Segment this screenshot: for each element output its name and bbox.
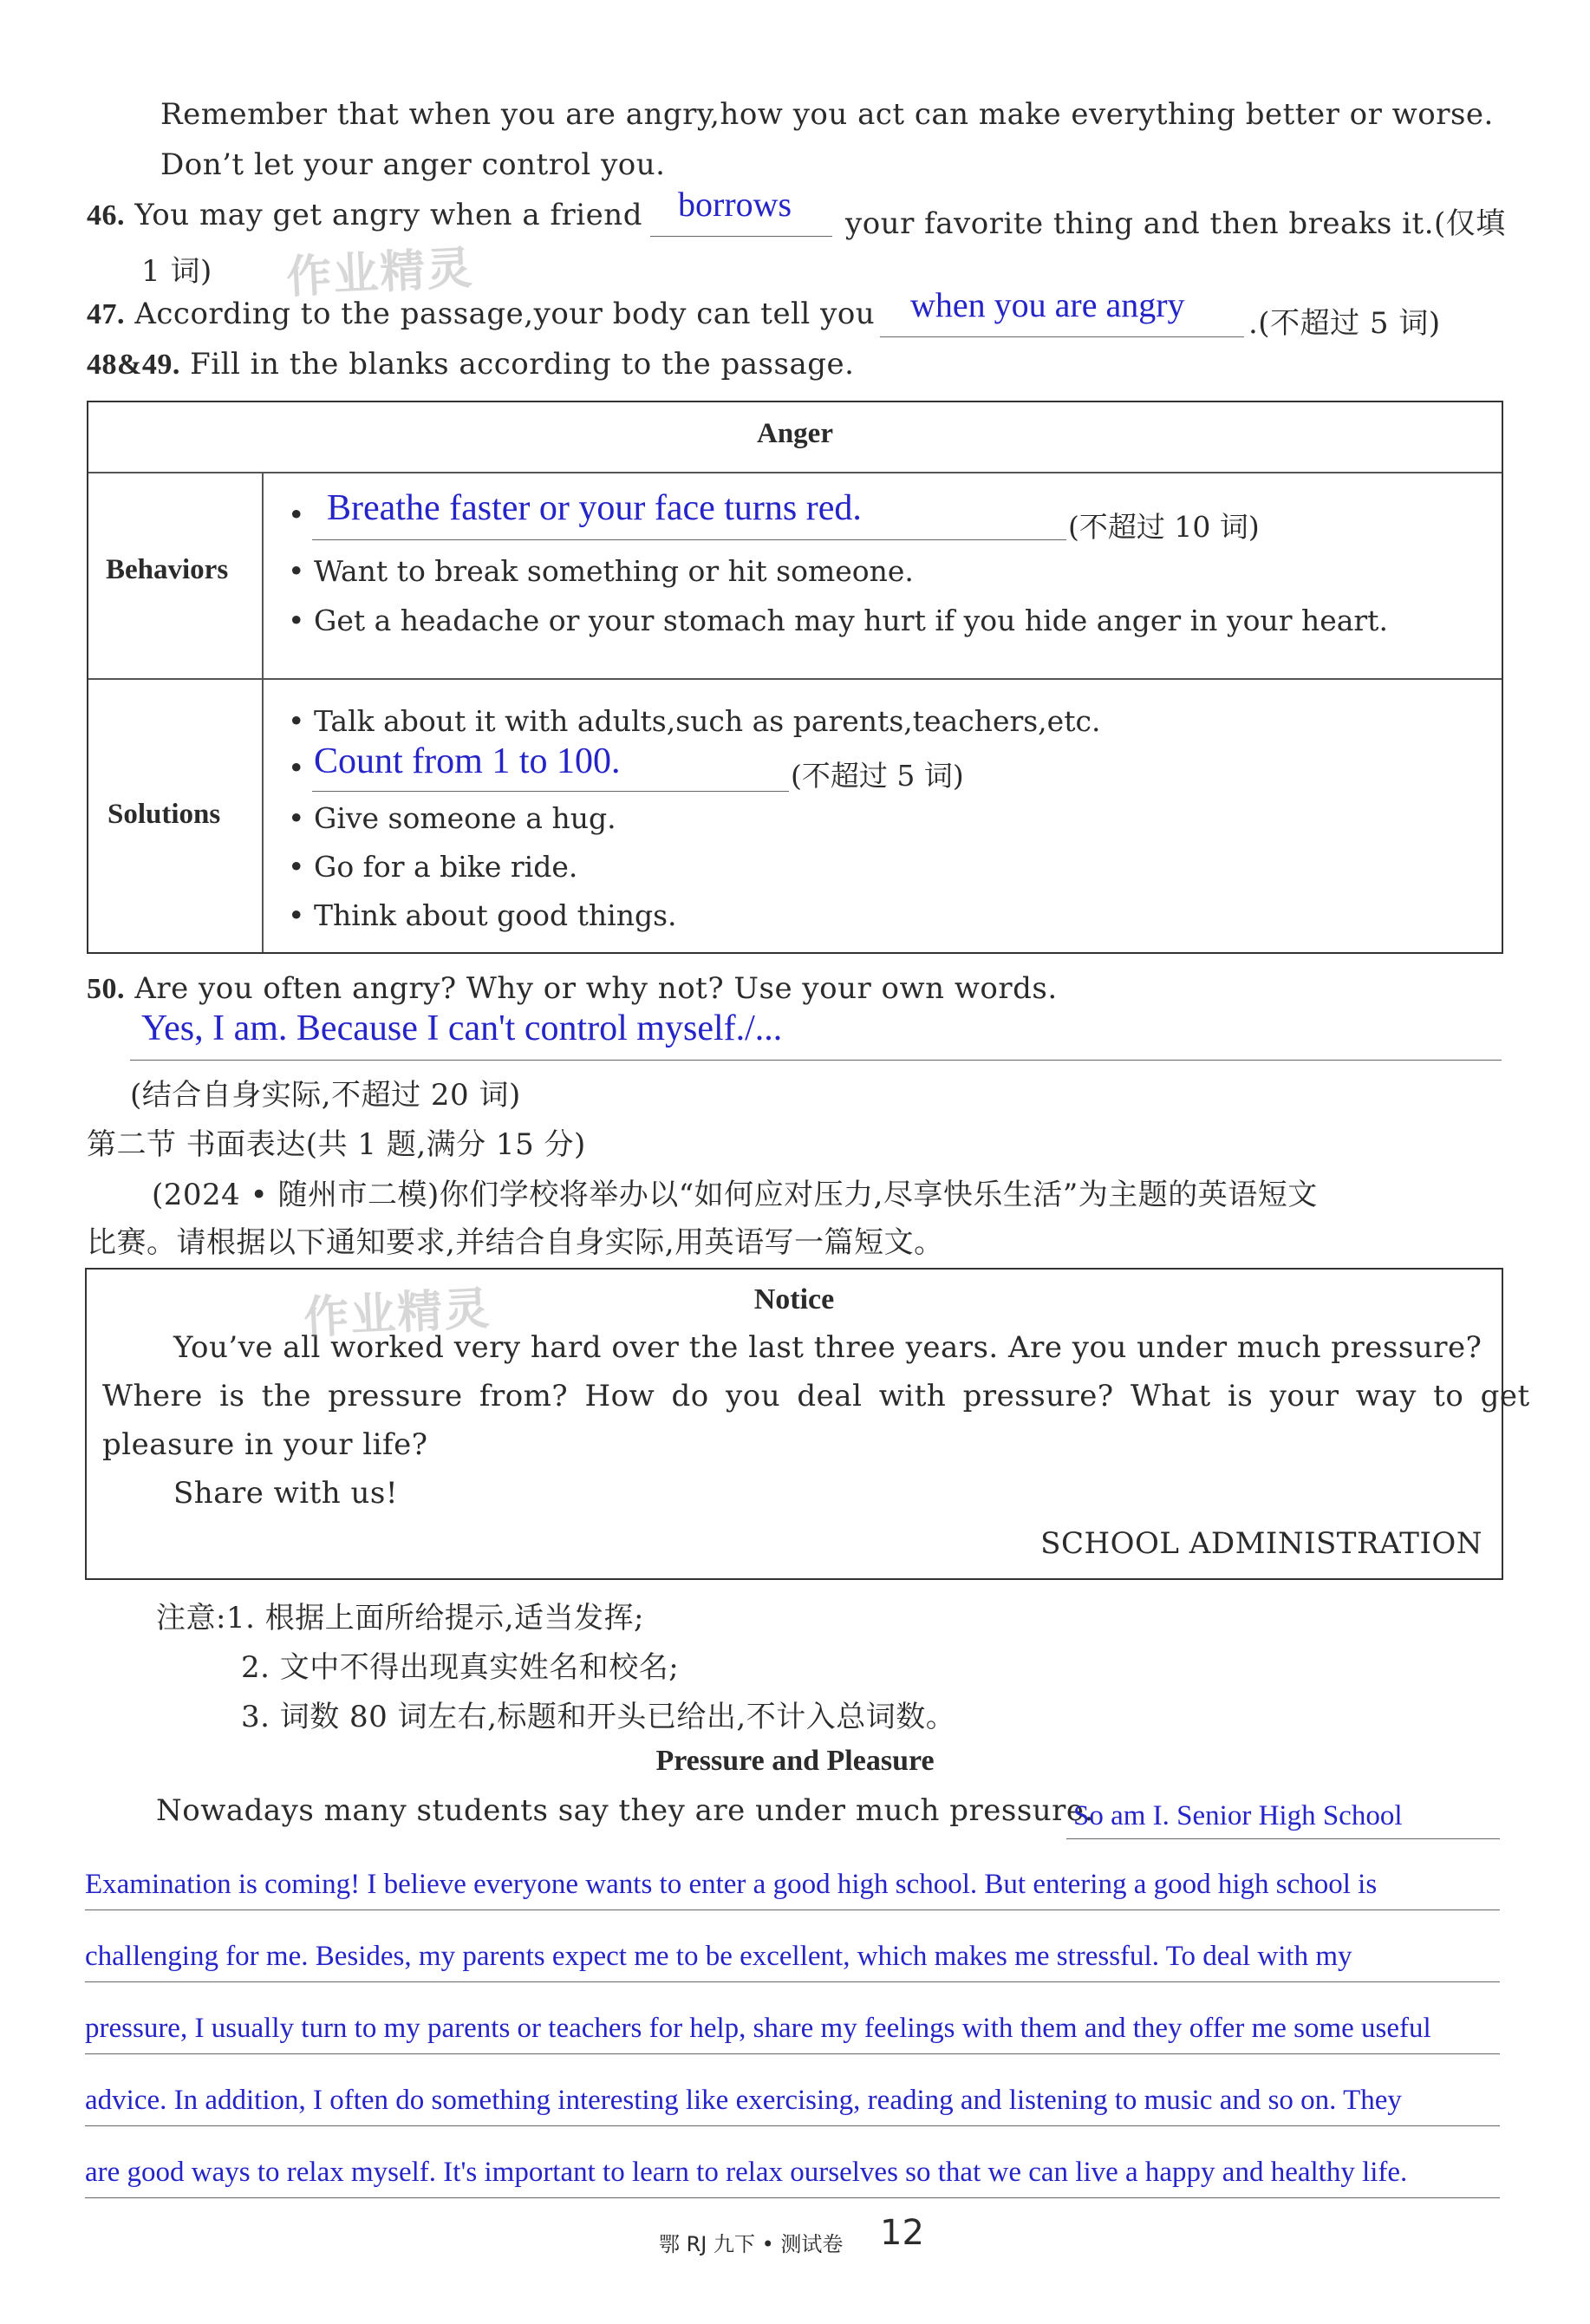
q46-blank-line [650, 236, 832, 237]
anger-table [87, 401, 1503, 954]
notice-title: Notice [753, 1283, 835, 1315]
q50-note: (结合自身实际,不超过 20 词) [130, 1078, 521, 1113]
footer-label: 鄂 RJ 九下 • 测试卷 [659, 2232, 844, 2256]
solutions-answer: Count from 1 to 100. [314, 741, 621, 781]
notice-line-2: Where is the pressure from? How do you deal with pressure? What is your way to get [102, 1379, 1530, 1413]
table-divider [88, 678, 1502, 680]
notice-line-1: You’ve all worked very hard over the last three years. Are you under much pressure? [173, 1330, 1482, 1365]
intro-line-2: Don’t let your anger control you. [160, 147, 666, 182]
essay-line-2: Examination is coming! I believe everyone wants to enter a good high school. But entering a good high school is [85, 1869, 1378, 1900]
solutions-blank-line [312, 791, 789, 792]
q47-note: .(不超过 5 词) [1248, 306, 1441, 341]
essay-line-1: So am I. Senior High School [1073, 1800, 1403, 1831]
notice-line-3: pleasure in your life? [102, 1427, 428, 1462]
solutions-item-3: • Give someone a hug. [288, 801, 616, 835]
essay-line-3: challenging for me. Besides, my parents expect me to be excellent, which makes me stressful. To deal with my [85, 1941, 1352, 1972]
essay-rule [1066, 1838, 1500, 1839]
behaviors-answer: Breathe faster or your face turns red. [327, 488, 862, 528]
essay-rule [85, 2125, 1500, 2126]
essay-rule [85, 2197, 1500, 2198]
section2-title: 第二节 书面表达(共 1 题,满分 15 分) [87, 1127, 586, 1162]
watermark-2: 作业精灵 [302, 1283, 492, 1345]
table-header: Anger [757, 418, 833, 449]
solutions-answer-note: (不超过 5 词) [791, 759, 964, 793]
essay-title: Pressure and Pleasure [655, 1745, 935, 1777]
behaviors-item-2: • Want to break something or hit someone. [288, 554, 914, 588]
q50-prompt: 50. Are you often angry? Why or why not? Use your own words. [87, 971, 1058, 1006]
behaviors-blank-line [312, 539, 1066, 540]
q46-after: your favorite thing and then breaks it.(仅填 [845, 206, 1506, 241]
essay-opening: Nowadays many students say they are under much pressure. [156, 1793, 1094, 1828]
notice-signature: SCHOOL ADMINISTRATION [1040, 1526, 1482, 1561]
behaviors-label: Behaviors [106, 554, 229, 585]
notice-box [85, 1268, 1530, 1580]
requirement-1: 注意:1. 根据上面所给提示,适当发挥; [156, 1601, 644, 1635]
q48-49-prompt: 48&49. Fill in the blanks according to the passage. [87, 347, 855, 382]
essay-rule [85, 2053, 1500, 2054]
q46-note: 1 词) [141, 254, 212, 289]
behaviors-item-3: • Get a headache or your stomach may hurt if you hide anger in your heart. [288, 604, 1388, 637]
table-column-divider [262, 472, 264, 952]
q47-prompt: 47. According to the passage,your body can tell you [87, 297, 876, 331]
section2-prompt-line-2: 比赛。请根据以下通知要求,并结合自身实际,用英语写一篇短文。 [87, 1225, 944, 1260]
q50-answer-line [130, 1060, 1502, 1061]
notice-line-4: Share with us! [173, 1476, 398, 1511]
behaviors-bullet: • [288, 498, 305, 532]
q50-answer: Yes, I am. Because I can't control myself./... [141, 1009, 783, 1048]
essay-rule [85, 1981, 1500, 1982]
solutions-label: Solutions [108, 799, 221, 830]
watermark-1: 作业精灵 [284, 242, 475, 304]
q47-answer: when you are angry [910, 285, 1185, 324]
requirement-3: 3. 词数 80 词左右,标题和开头已给出,不计入总词数。 [241, 1700, 956, 1734]
solutions-item-1: • Talk about it with adults,such as parents,teachers,etc. [288, 704, 1101, 738]
behaviors-answer-note: (不超过 10 词) [1068, 510, 1260, 544]
solutions-item-5: • Think about good things. [288, 898, 677, 932]
essay-rule [85, 1909, 1500, 1910]
section2-prompt-line-1: (2024 • 随州市二模)你们学校将举办以“如何应对压力,尽享快乐生活”为主题的英语短文 [152, 1178, 1318, 1212]
q46-answer: borrows [678, 185, 792, 224]
table-divider [88, 472, 1502, 473]
solutions-item-4: • Go for a bike ride. [288, 850, 578, 884]
requirement-2: 2. 文中不得出现真实姓名和校名; [241, 1650, 680, 1685]
intro-line-1: Remember that when you are angry,how you act can make everything better or worse. [160, 97, 1494, 132]
solutions-bullet: • [288, 751, 305, 785]
essay-line-4: pressure, I usually turn to my parents or teachers for help, share my feelings with them and they offer me some useful [85, 2013, 1431, 2044]
essay-line-5: advice. In addition, I often do something interesting like exercising, reading and listening to music and so on. They [85, 2085, 1402, 2116]
essay-line-6: are good ways to relax myself. It's important to learn to relax ourselves so that we can live a happy and healthy life. [85, 2157, 1408, 2188]
q46-prompt: 46. You may get angry when a friend [87, 198, 642, 232]
q47-blank-line [880, 336, 1244, 337]
page-number: 12 [880, 2213, 924, 2253]
